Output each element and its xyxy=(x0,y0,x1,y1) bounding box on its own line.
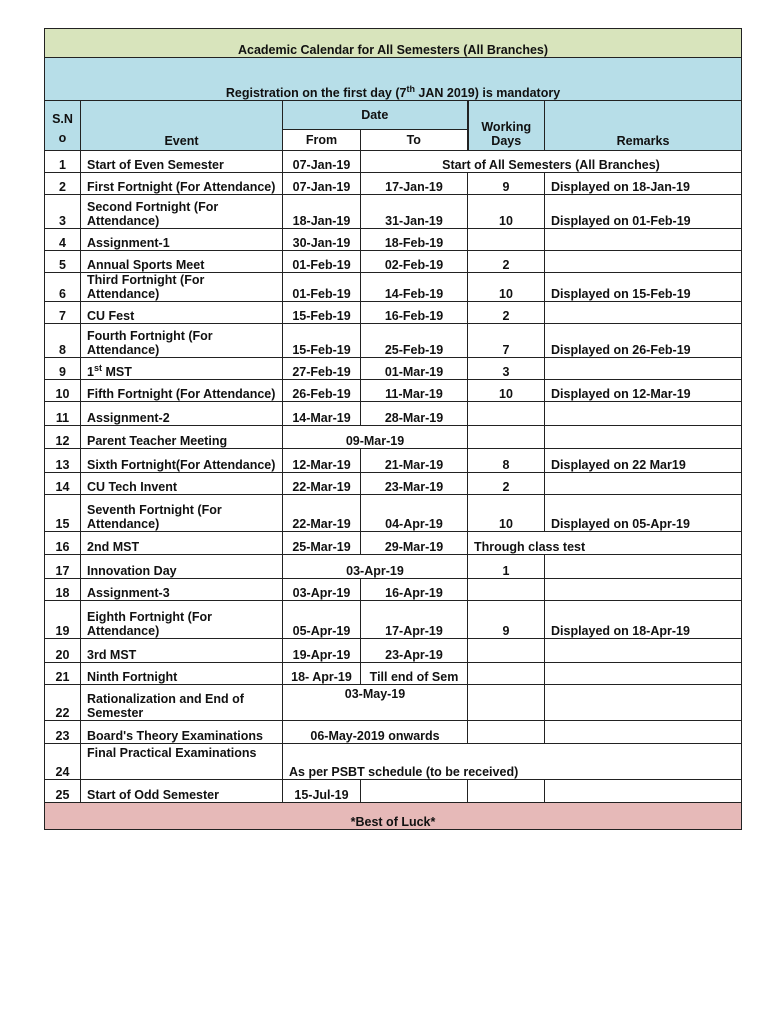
table-row xyxy=(45,473,742,495)
row-working-days: 9 xyxy=(468,173,545,195)
row-event: 1st MST xyxy=(81,358,283,380)
table-row xyxy=(45,639,742,663)
row-working-days xyxy=(468,685,545,721)
row-sno: 6 xyxy=(45,273,81,302)
row-working-days: 3 xyxy=(468,358,545,380)
row-event: First Fortnight (For Attendance) xyxy=(81,173,283,195)
table-row xyxy=(45,302,742,324)
row-to xyxy=(361,780,468,803)
row-event: Final Practical Examinations xyxy=(81,744,283,780)
table-row xyxy=(45,495,742,532)
row-working-days: 9 xyxy=(468,601,545,639)
row-sno: 19 xyxy=(45,601,81,639)
row-working-days: 2 xyxy=(468,302,545,324)
table-row xyxy=(45,601,742,639)
row-sno: 14 xyxy=(45,473,81,495)
row-sno: 22 xyxy=(45,685,81,721)
row-remarks: Displayed on 15-Feb-19 xyxy=(545,273,742,302)
row-from: 22-Mar-19 xyxy=(283,473,361,495)
row-to: 18-Feb-19 xyxy=(361,229,468,251)
row-sno: 4 xyxy=(45,229,81,251)
row-to: 11-Mar-19 xyxy=(361,380,468,402)
row-remarks xyxy=(545,663,742,685)
table-row xyxy=(45,402,742,426)
row-event: Parent Teacher Meeting xyxy=(81,426,283,449)
row-event: 3rd MST xyxy=(81,639,283,663)
row-working-days xyxy=(468,780,545,803)
row-from: 27-Feb-19 xyxy=(283,358,361,380)
row-from: 01-Feb-19 xyxy=(283,251,361,273)
row-date: 06-May-2019 onwards xyxy=(283,721,468,744)
row-sno: 21 xyxy=(45,663,81,685)
row-from: 15-Feb-19 xyxy=(283,324,361,358)
table-row xyxy=(45,532,742,555)
row-merged-note: Through class test xyxy=(468,532,742,555)
row-event: Second Fortnight (For Attendance) xyxy=(81,195,283,229)
row-event: Annual Sports Meet xyxy=(81,251,283,273)
row-to: 28-Mar-19 xyxy=(361,402,468,426)
row-remarks xyxy=(545,555,742,579)
academic-calendar-table xyxy=(44,28,742,830)
row-working-days: 10 xyxy=(468,195,545,229)
row-remarks xyxy=(545,473,742,495)
row-from: 07-Jan-19 xyxy=(283,173,361,195)
row-date: 09-Mar-19 xyxy=(283,426,468,449)
row-merged-note: As per PSBT schedule (to be received) xyxy=(283,744,742,780)
header-remarks: Remarks xyxy=(545,101,742,151)
row-from: 30-Jan-19 xyxy=(283,229,361,251)
table-row xyxy=(45,151,742,173)
row-sno: 11 xyxy=(45,402,81,426)
row-from: 05-Apr-19 xyxy=(283,601,361,639)
row-event: Start of Odd Semester xyxy=(81,780,283,803)
row-remarks xyxy=(545,251,742,273)
row-remarks xyxy=(545,579,742,601)
row-sno: 2 xyxy=(45,173,81,195)
row-remarks: Displayed on 18-Apr-19 xyxy=(545,601,742,639)
row-working-days: 1 xyxy=(468,555,545,579)
row-remarks: Displayed on 18-Jan-19 xyxy=(545,173,742,195)
row-from: 01-Feb-19 xyxy=(283,273,361,302)
row-sno: 5 xyxy=(45,251,81,273)
row-remarks xyxy=(545,426,742,449)
row-remarks: Displayed on 01-Feb-19 xyxy=(545,195,742,229)
row-remarks: Displayed on 26-Feb-19 xyxy=(545,324,742,358)
registration-notice: Registration on the first day (7th JAN 2019) is mandatory xyxy=(45,58,742,101)
row-from: 18-Jan-19 xyxy=(283,195,361,229)
row-sno: 1 xyxy=(45,151,81,173)
table-row xyxy=(45,663,742,685)
row-remarks xyxy=(545,685,742,721)
row-from: 03-Apr-19 xyxy=(283,579,361,601)
row-to: 04-Apr-19 xyxy=(361,495,468,532)
row-to: 21-Mar-19 xyxy=(361,449,468,473)
table-row xyxy=(45,685,742,721)
row-event: Start of Even Semester xyxy=(81,151,283,173)
row-remarks xyxy=(545,229,742,251)
row-working-days: 2 xyxy=(468,251,545,273)
row-event: Eighth Fortnight (For Attendance) xyxy=(81,601,283,639)
row-to: 17-Jan-19 xyxy=(361,173,468,195)
row-sno: 8 xyxy=(45,324,81,358)
row-sno: 15 xyxy=(45,495,81,532)
row-to: 17-Apr-19 xyxy=(361,601,468,639)
row-to: 02-Feb-19 xyxy=(361,251,468,273)
row-remarks: Displayed on 05-Apr-19 xyxy=(545,495,742,532)
row-event: Seventh Fortnight (For Attendance) xyxy=(81,495,283,532)
row-to: Till end of Sem xyxy=(361,663,468,685)
row-event: Rationalization and End of Semester xyxy=(81,685,283,721)
row-remarks xyxy=(545,302,742,324)
row-working-days: 10 xyxy=(468,273,545,302)
row-event: Innovation Day xyxy=(81,555,283,579)
row-sno: 20 xyxy=(45,639,81,663)
table-row xyxy=(45,358,742,380)
row-from: 14-Mar-19 xyxy=(283,402,361,426)
row-working-days: 10 xyxy=(468,495,545,532)
row-remarks xyxy=(545,358,742,380)
row-working-days: 2 xyxy=(468,473,545,495)
row-sno: 18 xyxy=(45,579,81,601)
row-sno: 3 xyxy=(45,195,81,229)
table-row xyxy=(45,195,742,229)
row-from: 19-Apr-19 xyxy=(283,639,361,663)
row-to: 14-Feb-19 xyxy=(361,273,468,302)
row-to: 16-Feb-19 xyxy=(361,302,468,324)
row-event: Assignment-2 xyxy=(81,402,283,426)
row-sno: 24 xyxy=(45,744,81,780)
table-row xyxy=(45,579,742,601)
row-remarks xyxy=(545,721,742,744)
row-sno: 10 xyxy=(45,380,81,402)
row-sno: 23 xyxy=(45,721,81,744)
row-event: Sixth Fortnight(For Attendance) xyxy=(81,449,283,473)
row-event: Third Fortnight (For Attendance) xyxy=(81,273,283,302)
row-from: 12-Mar-19 xyxy=(283,449,361,473)
row-to: 25-Feb-19 xyxy=(361,324,468,358)
row-to: 23-Apr-19 xyxy=(361,639,468,663)
row-working-days: 7 xyxy=(468,324,545,358)
table-row xyxy=(45,273,742,302)
table-row xyxy=(45,380,742,402)
row-sno: 17 xyxy=(45,555,81,579)
row-event: Ninth Fortnight xyxy=(81,663,283,685)
row-from: 22-Mar-19 xyxy=(283,495,361,532)
row-from: 26-Feb-19 xyxy=(283,380,361,402)
row-event: Fifth Fortnight (For Attendance) xyxy=(81,380,283,402)
row-working-days xyxy=(468,579,545,601)
row-to: 29-Mar-19 xyxy=(361,532,468,555)
row-event: 2nd MST xyxy=(81,532,283,555)
row-to: 16-Apr-19 xyxy=(361,579,468,601)
row-remarks xyxy=(545,639,742,663)
row-event: Assignment-3 xyxy=(81,579,283,601)
table-row xyxy=(45,173,742,195)
row-remarks: Displayed on 22 Mar19 xyxy=(545,449,742,473)
table-row xyxy=(45,721,742,744)
best-of-luck-footer: *Best of Luck* xyxy=(45,803,742,830)
row-to: 23-Mar-19 xyxy=(361,473,468,495)
row-from: 18- Apr-19 xyxy=(283,663,361,685)
row-remarks xyxy=(545,402,742,426)
row-from: 07-Jan-19 xyxy=(283,151,361,173)
row-event: Board's Theory Examinations xyxy=(81,721,283,744)
row-working-days: 8 xyxy=(468,449,545,473)
table-row xyxy=(45,744,742,780)
row-sno: 9 xyxy=(45,358,81,380)
row-date: 03-May-19 xyxy=(283,685,468,721)
row-merged-note: Start of All Semesters (All Branches) xyxy=(361,151,742,173)
row-event: CU Tech Invent xyxy=(81,473,283,495)
row-from: 15-Feb-19 xyxy=(283,302,361,324)
row-remarks: Displayed on 12-Mar-19 xyxy=(545,380,742,402)
header-event: Event xyxy=(81,101,283,151)
row-working-days xyxy=(468,229,545,251)
row-working-days xyxy=(468,402,545,426)
row-sno: 13 xyxy=(45,449,81,473)
row-from: 15-Jul-19 xyxy=(283,780,361,803)
table-row xyxy=(45,426,742,449)
table-row xyxy=(45,251,742,273)
row-working-days: 10 xyxy=(468,380,545,402)
table-row xyxy=(45,229,742,251)
row-date: 03-Apr-19 xyxy=(283,555,468,579)
row-from: 25-Mar-19 xyxy=(283,532,361,555)
row-sno: 25 xyxy=(45,780,81,803)
table-row xyxy=(45,324,742,358)
header-to: To xyxy=(361,130,468,151)
row-sno: 7 xyxy=(45,302,81,324)
row-sno: 16 xyxy=(45,532,81,555)
row-working-days xyxy=(468,721,545,744)
row-event: Assignment-1 xyxy=(81,229,283,251)
table-row xyxy=(45,555,742,579)
row-event: CU Fest xyxy=(81,302,283,324)
row-event: Fourth Fortnight (For Attendance) xyxy=(81,324,283,358)
header-sno: S.N o xyxy=(45,101,81,151)
row-working-days xyxy=(468,639,545,663)
row-to: 01-Mar-19 xyxy=(361,358,468,380)
header-date: Date xyxy=(283,101,468,130)
calendar-title: Academic Calendar for All Semesters (All Branches) xyxy=(45,29,742,58)
table-row xyxy=(45,780,742,803)
row-working-days xyxy=(468,426,545,449)
row-to: 31-Jan-19 xyxy=(361,195,468,229)
row-working-days xyxy=(468,663,545,685)
header-working-days: Working Days xyxy=(468,101,545,151)
row-sno: 12 xyxy=(45,426,81,449)
row-remarks xyxy=(545,780,742,803)
table-row xyxy=(45,449,742,473)
header-from: From xyxy=(283,130,361,151)
